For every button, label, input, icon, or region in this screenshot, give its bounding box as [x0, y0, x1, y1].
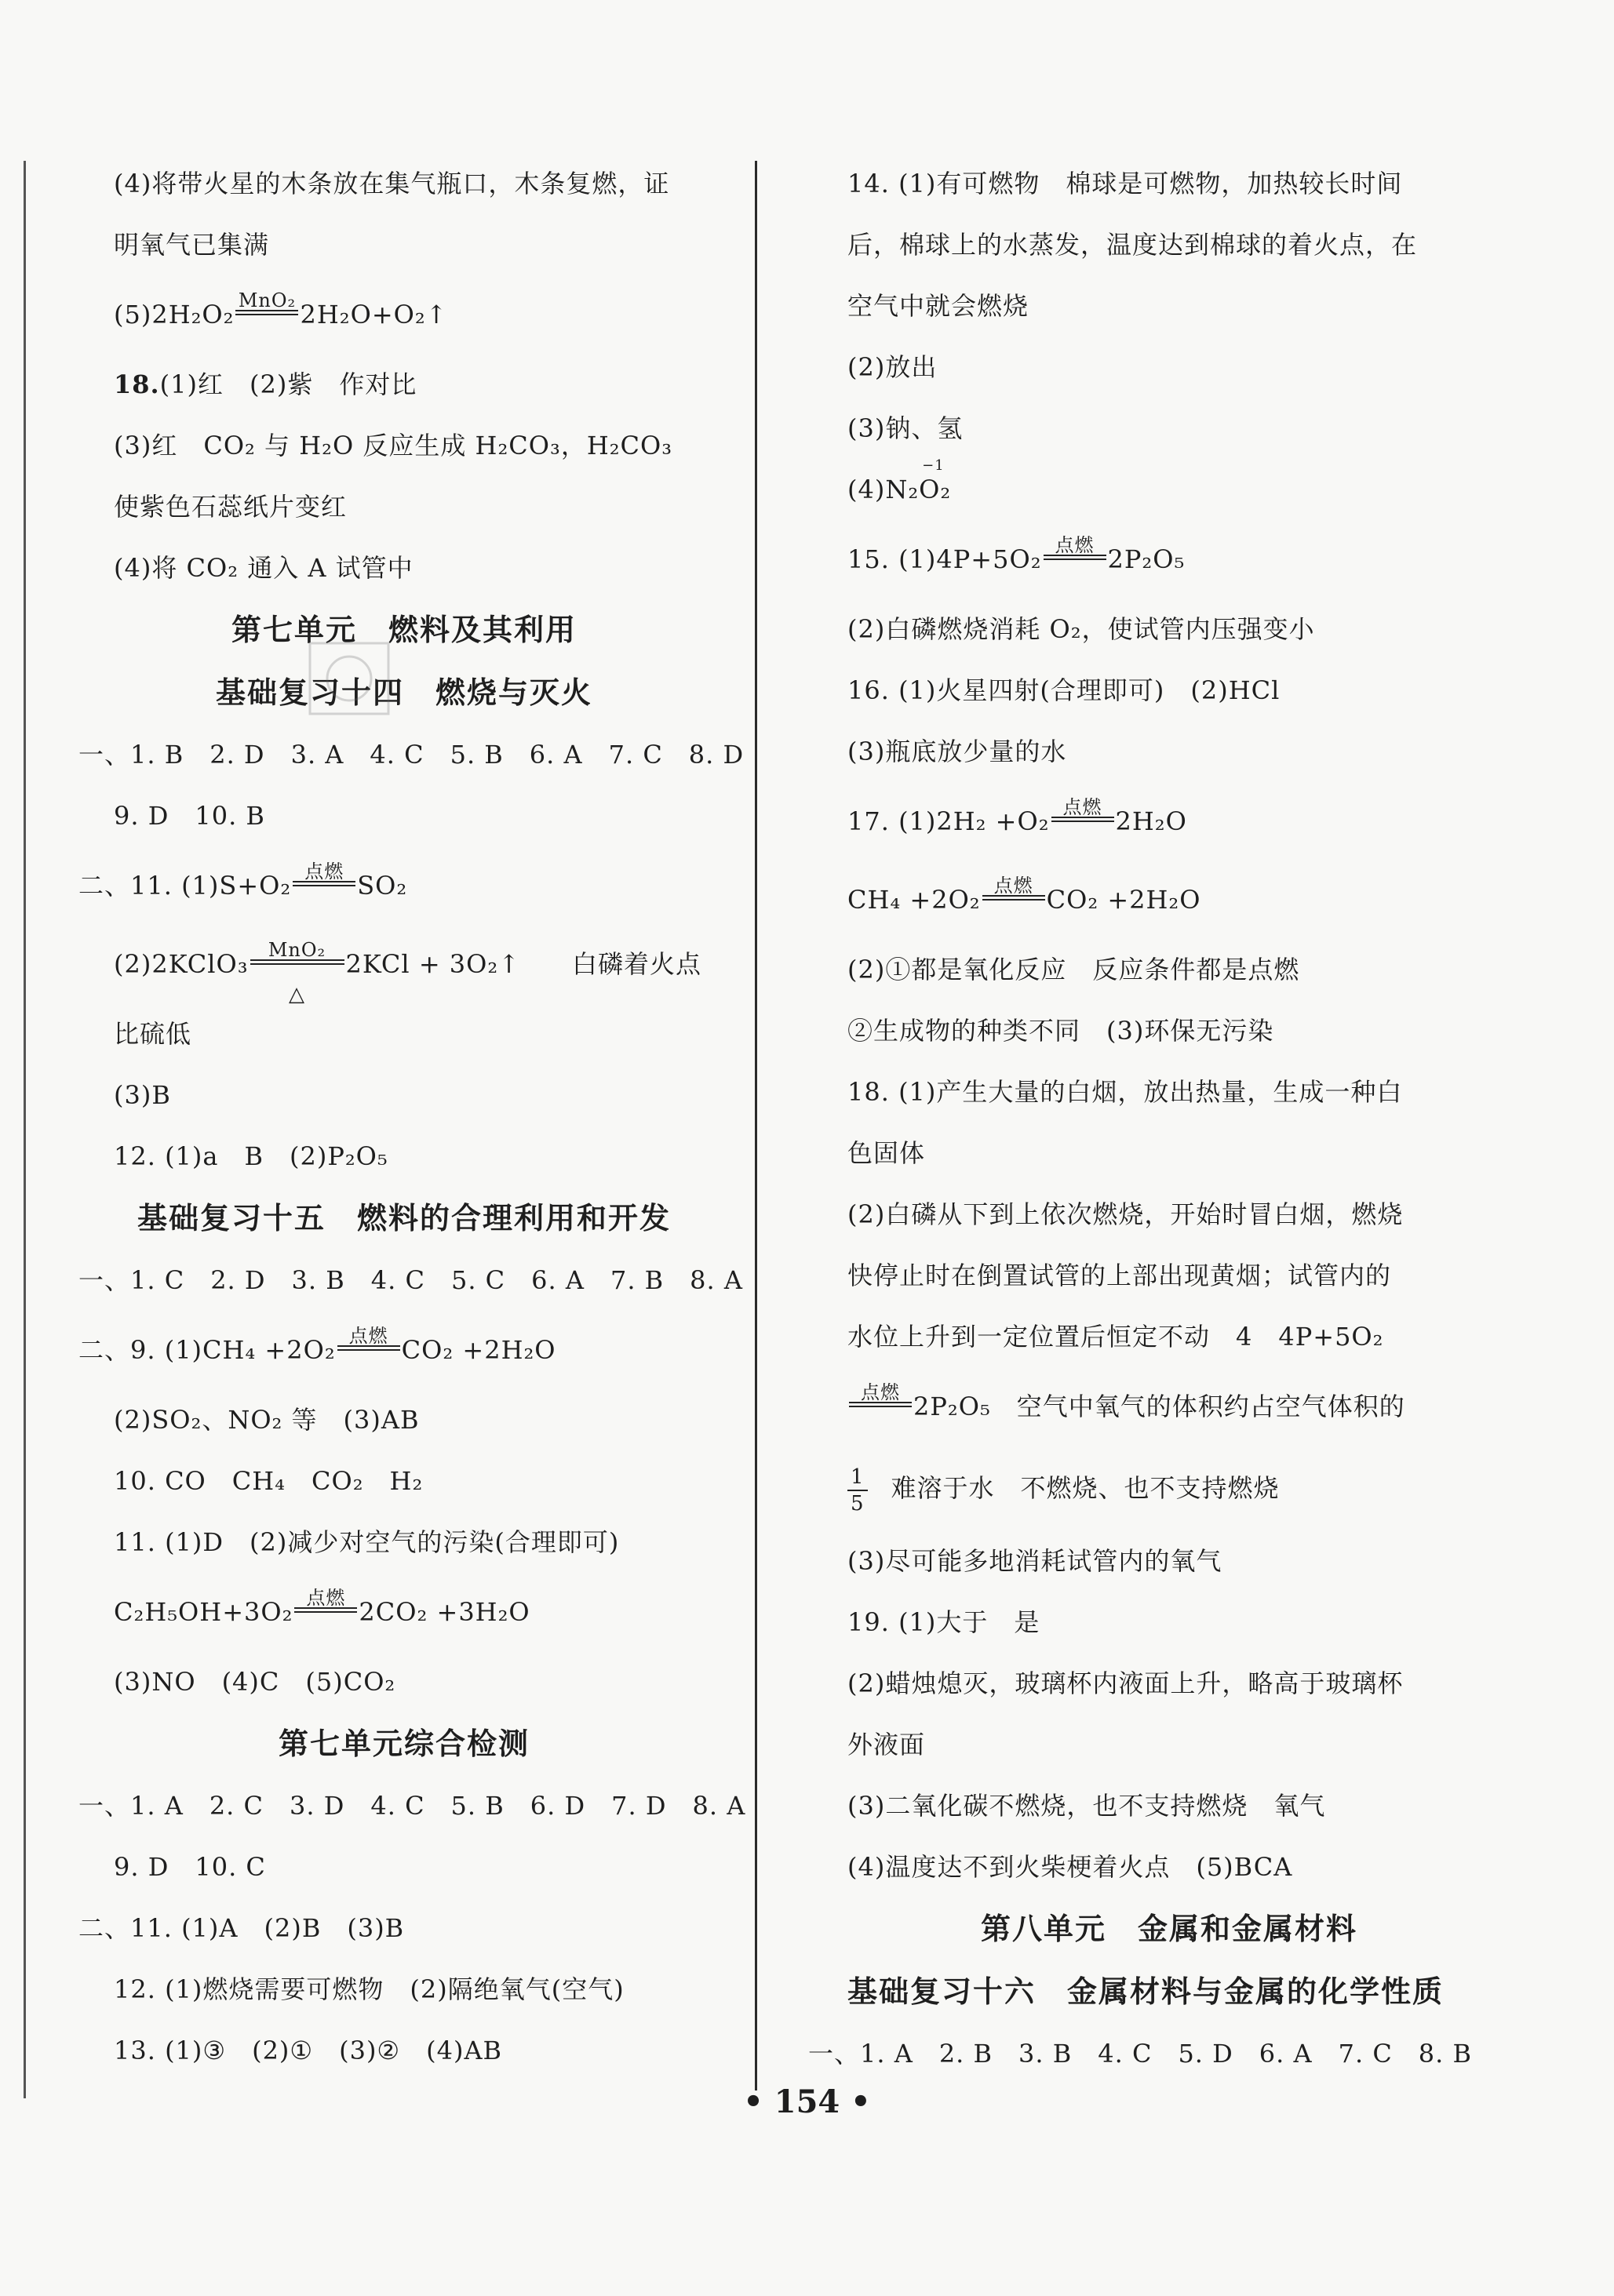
answer-line: (3)红 CO₂ 与 H₂O 反应生成 H₂CO₃，H₂CO₃ — [114, 431, 673, 460]
reaction-condition: 点燃 — [849, 1410, 912, 1415]
answer-line: 一、1. A 2. B 3. B 4. C 5. D 6. A 7. C 8. B — [808, 2039, 1473, 2069]
answer-line: 比硫低 — [114, 1019, 192, 1049]
answer-line: (2)白磷从下到上依次燃烧，开始时冒白烟，燃烧 — [847, 1199, 1404, 1229]
answer-line: 12. (1)a B (2)P₂O₅ — [114, 1141, 388, 1171]
equation-line: 15. (1)4P+5O₂ 点燃 2P₂O₅ — [847, 534, 1186, 574]
answer-line: 明氧气已集满 — [114, 230, 270, 260]
answer-line: 空气中就会燃烧 — [847, 291, 1029, 321]
left-margin-rule — [24, 161, 26, 2098]
section-heading: 基础复习十四 燃烧与灭火 — [215, 675, 592, 710]
answer-line: 一、1. B 2. D 3. A 4. C 5. B 6. A 7. C 8. D — [78, 740, 745, 770]
answer-line: 14. (1)有可燃物 棉球是可燃物，加热较长时间 — [847, 169, 1403, 198]
answer-line: 快停止时在倒置试管的上部出现黄烟；试管内的 — [847, 1261, 1392, 1290]
answer-line: (3)钠、氢 — [847, 413, 964, 443]
answer-line: (4)N₂ −1 O₂ — [847, 459, 1491, 520]
answer-line: (3)B — [114, 1080, 171, 1110]
reaction-condition: MnO₂ — [235, 318, 298, 323]
answer-line: 13. (1)③ (2)① (3)② (4)AB — [114, 2036, 503, 2065]
answer-line: (3)二氧化碳不燃烧，也不支持燃烧 氧气 — [847, 1791, 1326, 1821]
equation-line: 点燃 2P₂O₅ 空气中氧气的体积约占空气体积的 — [847, 1367, 1491, 1446]
reaction-condition: 点燃 — [337, 1353, 400, 1359]
equation-line: (2)2KClO₃ MnO₂ △ 2KCl + 3O₂↑ 白磷着火点 — [114, 939, 702, 1006]
answer-line: 16. (1)火星四射(合理即可) (2)HCl — [847, 675, 1281, 705]
equation-line: (5)2H₂O₂ MnO₂ 2H₂O+O₂↑ — [114, 289, 448, 329]
answer-line: 一、1. A 2. C 3. D 4. C 5. B 6. D 7. D 8. A — [78, 1791, 746, 1821]
reaction-condition: 点燃 — [293, 889, 355, 894]
reaction-condition: MnO₂ △ — [250, 967, 344, 973]
answer-line: 11. (1)D (2)减少对空气的污染(合理即可) — [114, 1527, 620, 1557]
answer-line: 水位上升到一定位置后恒定不动 4 4P+5O₂ — [847, 1322, 1384, 1352]
equation-line: 二、11. (1)S+O₂ 点燃 SO₂ — [78, 861, 408, 901]
answer-line: 12. (1)燃烧需要可燃物 (2)隔绝氧气(空气) — [114, 1974, 625, 2004]
answer-line: (3)瓶底放少量的水 — [847, 737, 1067, 766]
equation-line: 17. (1)2H₂ +O₂ 点燃 2H₂O — [847, 796, 1187, 836]
reaction-condition: 点燃 — [982, 903, 1045, 908]
answer-line: (2)放出 — [847, 352, 938, 382]
answer-line: 色固体 — [847, 1138, 926, 1168]
watermark-stamp-icon — [302, 635, 396, 722]
equation-line: 二、9. (1)CH₄ +2O₂ 点燃 CO₂ +2H₂O — [78, 1325, 556, 1365]
answer-line: 外液面 — [847, 1730, 926, 1759]
answer-line: 二、11. (1)A (2)B (3)B — [78, 1913, 405, 1943]
reaction-condition: 点燃 — [1051, 824, 1114, 830]
left-column — [78, 153, 746, 2081]
section-heading: 基础复习十六 金属材料与金属的化学性质 — [847, 1974, 1444, 2009]
answer-line: (4)将 CO₂ 通入 A 试管中 — [114, 553, 414, 583]
equation-line: CH₄ +2O₂ 点燃 CO₂ +2H₂O — [847, 875, 1201, 915]
answer-line: (2)①都是氧化反应 反应条件都是点燃 — [847, 955, 1300, 984]
reaction-condition: 点燃 — [1044, 562, 1106, 568]
column-divider — [755, 161, 757, 2090]
answer-line: 9. D 10. B — [114, 801, 265, 831]
page-number: • 154 • — [743, 2083, 871, 2120]
answer-line: 18. (1)产生大量的白烟，放出热量，生成一种白 — [847, 1077, 1403, 1107]
answer-line: (3)尽可能多地消耗试管内的氧气 — [847, 1546, 1222, 1576]
equation-line: C₂H₅OH+3O₂ 点燃 2CO₂ +3H₂O — [114, 1587, 530, 1627]
answer-line: (2)SO₂、NO₂ 等 (3)AB — [114, 1405, 420, 1435]
answer-line: 9. D 10. C — [114, 1852, 266, 1882]
answer-line: 18.(1)红 (2)紫 作对比 — [114, 369, 417, 399]
valence-mark: −1 O₂ — [919, 457, 952, 504]
unit-heading: 第八单元 金属和金属材料 — [980, 1911, 1357, 1946]
answer-line: (4)温度达不到火柴梗着火点 (5)BCA — [847, 1852, 1293, 1882]
right-column — [808, 153, 1491, 2084]
answer-line: $\frac{1}{5}$ 难溶于水 不燃烧、也不支持燃烧 — [847, 1446, 1491, 1530]
answer-line: (2)白磷燃烧消耗 O₂，使试管内压强变小 — [847, 614, 1315, 644]
unit-heading: 第七单元 燃料及其利用 — [231, 612, 577, 647]
fraction: $\frac{1}{5}$ — [847, 1465, 868, 1516]
answer-line: 19. (1)大于 是 — [847, 1607, 1040, 1637]
section-heading: 第七单元综合检测 — [278, 1726, 530, 1761]
answer-line: 后，棉球上的水蒸发，温度达到棉球的着火点，在 — [847, 230, 1418, 260]
answer-line: 使紫色石蕊纸片变红 — [114, 492, 348, 522]
answer-line: (3)NO (4)C (5)CO₂ — [114, 1667, 396, 1697]
answer-line: ②生成物的种类不同 (3)环保无污染 — [847, 1016, 1274, 1046]
answer-line: (4)将带火星的木条放在集气瓶口，木条复燃，证 — [114, 169, 670, 198]
answer-line: 10. CO CH₄ CO₂ H₂ — [114, 1466, 424, 1496]
answer-line: 一、1. C 2. D 3. B 4. C 5. C 6. A 7. B 8. A — [78, 1265, 743, 1295]
section-heading: 基础复习十五 燃料的合理利用和开发 — [137, 1200, 671, 1235]
reaction-condition: 点燃 — [294, 1615, 357, 1621]
answer-line: (2)蜡烛熄灭，玻璃杯内液面上升，略高于玻璃杯 — [847, 1668, 1404, 1698]
